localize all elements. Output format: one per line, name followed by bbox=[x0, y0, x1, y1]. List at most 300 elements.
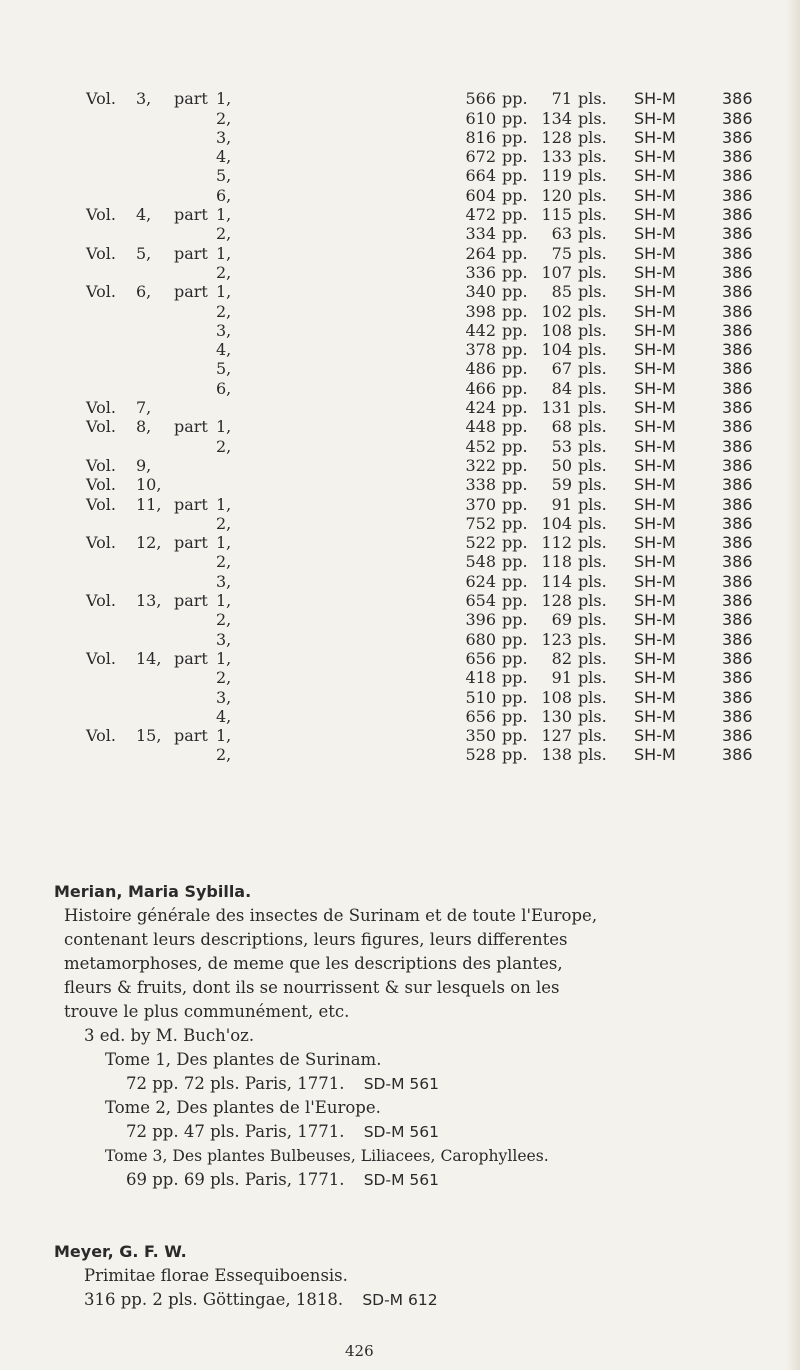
vol-number bbox=[136, 745, 174, 764]
shelf-location: SH-M bbox=[634, 745, 676, 765]
pages-abbrev: pp. bbox=[502, 301, 528, 321]
page-count: 336 bbox=[465, 262, 496, 282]
pages-abbrev: pp. bbox=[502, 610, 528, 630]
part-label bbox=[174, 707, 270, 726]
vol-label bbox=[86, 301, 136, 320]
vol-number bbox=[136, 301, 174, 320]
shelf-location: SH-M bbox=[634, 340, 676, 360]
vol-number bbox=[136, 378, 174, 397]
shelf-code: 386 bbox=[722, 185, 753, 205]
plate-count: 128 bbox=[541, 591, 572, 611]
part-number: 3, bbox=[216, 127, 232, 147]
plate-count: 91 bbox=[551, 494, 572, 514]
volume-row bbox=[86, 398, 753, 417]
shelf-code: 386 bbox=[722, 262, 753, 282]
plate-count: 69 bbox=[551, 610, 572, 630]
plate-count: 127 bbox=[541, 726, 572, 746]
vol-label bbox=[86, 707, 136, 726]
part-label bbox=[174, 301, 270, 320]
shelf-location: SH-M bbox=[634, 398, 676, 418]
tome-shelfmark: SD-M 561 bbox=[363, 1075, 439, 1093]
part-label bbox=[174, 552, 270, 571]
page-count: 522 bbox=[465, 533, 496, 553]
volume-row bbox=[86, 282, 753, 301]
volume-row bbox=[86, 552, 753, 571]
shelf-location: SH-M bbox=[634, 629, 676, 649]
volume-row bbox=[86, 745, 753, 764]
shelf-location: SH-M bbox=[634, 648, 676, 668]
vol-number: 9, bbox=[136, 455, 152, 475]
vol-label: Vol. bbox=[86, 475, 116, 495]
part-number: 5, bbox=[216, 359, 232, 379]
shelf-location: SH-M bbox=[634, 243, 676, 263]
part-word: part bbox=[174, 648, 208, 668]
vol-number: 5, bbox=[136, 243, 152, 263]
shelf-code: 386 bbox=[722, 417, 753, 437]
merian-entry bbox=[54, 880, 597, 1192]
pages-abbrev: pp. bbox=[502, 533, 528, 553]
vol-label: Vol. bbox=[86, 726, 116, 746]
volume-row bbox=[86, 185, 753, 204]
pages-abbrev: pp. bbox=[502, 745, 528, 765]
shelf-location: SH-M bbox=[634, 147, 676, 167]
volume-table bbox=[86, 89, 753, 764]
part-number: 2, bbox=[216, 552, 232, 572]
volume-row bbox=[86, 263, 753, 282]
part-number: 1, bbox=[216, 533, 232, 553]
page-count: 528 bbox=[465, 745, 496, 765]
plate-count: 63 bbox=[551, 224, 572, 244]
page-number: 426 bbox=[345, 1342, 374, 1360]
vol-label bbox=[86, 263, 136, 282]
vol-label bbox=[86, 224, 136, 243]
part-label bbox=[174, 359, 270, 378]
vol-label: Vol. bbox=[86, 591, 116, 611]
page-count: 610 bbox=[465, 108, 496, 128]
plate-count: 50 bbox=[551, 455, 572, 475]
meyer-entry bbox=[54, 1240, 438, 1312]
vol-label: Vol. bbox=[86, 205, 116, 225]
pages-abbrev: pp. bbox=[502, 706, 528, 726]
shelf-code: 386 bbox=[722, 571, 753, 591]
shelf-location: SH-M bbox=[634, 591, 676, 611]
pages-abbrev: pp. bbox=[502, 127, 528, 147]
shelf-location: SH-M bbox=[634, 108, 676, 128]
volume-row bbox=[86, 533, 753, 552]
meyer-details bbox=[54, 1288, 438, 1312]
part-label bbox=[174, 185, 270, 204]
plate-count: 104 bbox=[541, 340, 572, 360]
vol-label bbox=[86, 668, 136, 687]
volume-row bbox=[86, 128, 753, 147]
part-label bbox=[174, 494, 270, 513]
part-number: 3, bbox=[216, 629, 232, 649]
part-label bbox=[174, 378, 270, 397]
volume-row bbox=[86, 89, 753, 108]
shelf-location: SH-M bbox=[634, 455, 676, 475]
page-count: 566 bbox=[465, 89, 496, 109]
volume-row bbox=[86, 687, 753, 706]
shelf-location: SH-M bbox=[634, 706, 676, 726]
part-number: 2, bbox=[216, 262, 232, 282]
vol-number bbox=[136, 108, 174, 127]
part-number: 3, bbox=[216, 687, 232, 707]
vol-number: 13, bbox=[136, 591, 162, 611]
vol-number: 7, bbox=[136, 398, 152, 418]
shelf-location: SH-M bbox=[634, 378, 676, 398]
vol-number: 14, bbox=[136, 648, 162, 668]
vol-number: 6, bbox=[136, 282, 152, 302]
shelf-location: SH-M bbox=[634, 436, 676, 456]
vol-number: 12, bbox=[136, 533, 162, 553]
plates-abbrev: pls. bbox=[578, 417, 607, 437]
part-number: 4, bbox=[216, 706, 232, 726]
page-count: 680 bbox=[465, 629, 496, 649]
shelf-code: 386 bbox=[722, 320, 753, 340]
merian-author: Merian, Maria Sybilla. bbox=[54, 882, 252, 901]
shelf-location: SH-M bbox=[634, 359, 676, 379]
shelf-location: SH-M bbox=[634, 166, 676, 186]
page-count: 656 bbox=[465, 648, 496, 668]
pages-abbrev: pp. bbox=[502, 282, 528, 302]
page-count: 624 bbox=[465, 571, 496, 591]
pages-abbrev: pp. bbox=[502, 687, 528, 707]
page-count: 338 bbox=[465, 475, 496, 495]
part-number: 1, bbox=[216, 417, 232, 437]
pages-abbrev: pp. bbox=[502, 629, 528, 649]
plates-abbrev: pls. bbox=[578, 398, 607, 418]
vol-label bbox=[86, 340, 136, 359]
page-count: 472 bbox=[465, 205, 496, 225]
plates-abbrev: pls. bbox=[578, 166, 607, 186]
plates-abbrev: pls. bbox=[578, 571, 607, 591]
meyer-author: Meyer, G. F. W. bbox=[54, 1242, 187, 1261]
part-label bbox=[174, 533, 270, 552]
plate-count: 71 bbox=[551, 89, 572, 109]
vol-number bbox=[136, 668, 174, 687]
part-label bbox=[174, 282, 270, 301]
vol-label bbox=[86, 629, 136, 648]
page-edge-shadow bbox=[786, 0, 800, 1370]
vol-number bbox=[136, 707, 174, 726]
part-number: 2, bbox=[216, 745, 232, 765]
meyer-collation: 316 pp. 2 pls. Göttingae, 1818. bbox=[84, 1290, 344, 1309]
page-count: 442 bbox=[465, 320, 496, 340]
shelf-location: SH-M bbox=[634, 513, 676, 533]
plate-count: 134 bbox=[541, 108, 572, 128]
part-label bbox=[174, 726, 270, 745]
part-number: 1, bbox=[216, 205, 232, 225]
shelf-location: SH-M bbox=[634, 571, 676, 591]
vol-label bbox=[86, 359, 136, 378]
part-word: part bbox=[174, 591, 208, 611]
vol-label: Vol. bbox=[86, 398, 116, 418]
volume-row bbox=[86, 436, 753, 455]
plate-count: 128 bbox=[541, 127, 572, 147]
vol-label bbox=[86, 745, 136, 764]
plates-abbrev: pls. bbox=[578, 205, 607, 225]
plate-count: 118 bbox=[541, 552, 572, 572]
plates-abbrev: pls. bbox=[578, 224, 607, 244]
plates-abbrev: pls. bbox=[578, 436, 607, 456]
shelf-location: SH-M bbox=[634, 282, 676, 302]
plates-abbrev: pls. bbox=[578, 668, 607, 688]
part-label bbox=[174, 668, 270, 687]
pages-abbrev: pp. bbox=[502, 320, 528, 340]
plate-count: 130 bbox=[541, 706, 572, 726]
vol-label bbox=[86, 552, 136, 571]
pages-abbrev: pp. bbox=[502, 108, 528, 128]
vol-number bbox=[136, 224, 174, 243]
vol-label: Vol. bbox=[86, 89, 116, 109]
vol-label: Vol. bbox=[86, 417, 116, 437]
part-label bbox=[174, 514, 270, 533]
shelf-location: SH-M bbox=[634, 610, 676, 630]
pages-abbrev: pp. bbox=[502, 205, 528, 225]
part-number: 3, bbox=[216, 571, 232, 591]
plates-abbrev: pls. bbox=[578, 108, 607, 128]
shelf-code: 386 bbox=[722, 340, 753, 360]
volume-row bbox=[86, 378, 753, 397]
tome-details bbox=[54, 1072, 597, 1096]
page-count: 398 bbox=[465, 301, 496, 321]
vol-label: Vol. bbox=[86, 455, 116, 475]
volume-row bbox=[86, 514, 753, 533]
plates-abbrev: pls. bbox=[578, 494, 607, 514]
page-count: 654 bbox=[465, 591, 496, 611]
shelf-code: 386 bbox=[722, 475, 753, 495]
page-count: 548 bbox=[465, 552, 496, 572]
part-label bbox=[174, 475, 270, 494]
part-word: part bbox=[174, 726, 208, 746]
part-word: part bbox=[174, 243, 208, 263]
shelf-code: 386 bbox=[722, 494, 753, 514]
pages-abbrev: pp. bbox=[502, 726, 528, 746]
shelf-location: SH-M bbox=[634, 417, 676, 437]
part-word: part bbox=[174, 494, 208, 514]
pages-abbrev: pp. bbox=[502, 166, 528, 186]
part-number: 2, bbox=[216, 436, 232, 456]
vol-number bbox=[136, 629, 174, 648]
volume-row bbox=[86, 668, 753, 687]
shelf-location: SH-M bbox=[634, 262, 676, 282]
part-label bbox=[174, 436, 270, 455]
part-label bbox=[174, 629, 270, 648]
page-count: 466 bbox=[465, 378, 496, 398]
plate-count: 91 bbox=[551, 668, 572, 688]
page-count: 486 bbox=[465, 359, 496, 379]
meyer-title: Primitae florae Essequiboensis. bbox=[84, 1266, 348, 1285]
merian-title-line: contenant leurs descriptions, leurs figures, leurs differentes bbox=[64, 930, 568, 949]
part-label bbox=[174, 89, 270, 108]
plates-abbrev: pls. bbox=[578, 455, 607, 475]
shelf-code: 386 bbox=[722, 745, 753, 765]
plate-count: 138 bbox=[541, 745, 572, 765]
part-number: 2, bbox=[216, 224, 232, 244]
page-count: 378 bbox=[465, 340, 496, 360]
vol-label: Vol. bbox=[86, 494, 116, 514]
shelf-code: 386 bbox=[722, 610, 753, 630]
part-number: 2, bbox=[216, 513, 232, 533]
part-number: 2, bbox=[216, 668, 232, 688]
page-count: 340 bbox=[465, 282, 496, 302]
merian-title-line: trouve le plus communément, etc. bbox=[64, 1002, 350, 1021]
vol-number bbox=[136, 359, 174, 378]
shelf-location: SH-M bbox=[634, 320, 676, 340]
shelf-location: SH-M bbox=[634, 552, 676, 572]
pages-abbrev: pp. bbox=[502, 552, 528, 572]
shelf-location: SH-M bbox=[634, 301, 676, 321]
vol-number bbox=[136, 147, 174, 166]
plates-abbrev: pls. bbox=[578, 648, 607, 668]
vol-number bbox=[136, 340, 174, 359]
plate-count: 102 bbox=[541, 301, 572, 321]
shelf-location: SH-M bbox=[634, 668, 676, 688]
vol-number: 4, bbox=[136, 205, 152, 225]
plate-count: 68 bbox=[551, 417, 572, 437]
vol-number bbox=[136, 185, 174, 204]
page-count: 418 bbox=[465, 668, 496, 688]
part-number: 1, bbox=[216, 89, 232, 109]
part-label bbox=[174, 687, 270, 706]
shelf-location: SH-M bbox=[634, 475, 676, 495]
page-count: 752 bbox=[465, 513, 496, 533]
shelf-code: 386 bbox=[722, 224, 753, 244]
part-word: part bbox=[174, 533, 208, 553]
vol-label bbox=[86, 436, 136, 455]
tome-details bbox=[54, 1168, 597, 1192]
shelf-location: SH-M bbox=[634, 726, 676, 746]
vol-label bbox=[86, 321, 136, 340]
part-number: 1, bbox=[216, 726, 232, 746]
vol-label: Vol. bbox=[86, 648, 116, 668]
page-count: 664 bbox=[465, 166, 496, 186]
plate-count: 59 bbox=[551, 475, 572, 495]
shelf-code: 386 bbox=[722, 455, 753, 475]
plates-abbrev: pls. bbox=[578, 475, 607, 495]
plate-count: 75 bbox=[551, 243, 572, 263]
shelf-code: 386 bbox=[722, 359, 753, 379]
page-count: 350 bbox=[465, 726, 496, 746]
part-label bbox=[174, 745, 270, 764]
volume-row bbox=[86, 629, 753, 648]
volume-row bbox=[86, 456, 753, 475]
shelf-code: 386 bbox=[722, 127, 753, 147]
part-label bbox=[174, 591, 270, 610]
volume-row bbox=[86, 108, 753, 127]
tome-collation: 69 pp. 69 pls. Paris, 1771. bbox=[126, 1170, 345, 1189]
page-count: 334 bbox=[465, 224, 496, 244]
merian-title-line: Histoire générale des insectes de Surinam et de toute l'Europe, bbox=[64, 906, 598, 925]
vol-label: Vol. bbox=[86, 533, 116, 553]
shelf-code: 386 bbox=[722, 687, 753, 707]
part-number: 2, bbox=[216, 301, 232, 321]
part-number: 4, bbox=[216, 147, 232, 167]
vol-number bbox=[136, 263, 174, 282]
plates-abbrev: pls. bbox=[578, 185, 607, 205]
volume-row bbox=[86, 726, 753, 745]
merian-title-line: metamorphoses, de meme que les descriptions des plantes, bbox=[64, 954, 563, 973]
plate-count: 104 bbox=[541, 513, 572, 533]
tome-title: Tome 1, Des plantes de Surinam. bbox=[105, 1050, 382, 1069]
vol-label bbox=[86, 128, 136, 147]
volume-row bbox=[86, 571, 753, 590]
part-label bbox=[174, 571, 270, 590]
vol-number: 3, bbox=[136, 89, 152, 109]
shelf-code: 386 bbox=[722, 533, 753, 553]
pages-abbrev: pp. bbox=[502, 668, 528, 688]
shelf-code: 386 bbox=[722, 398, 753, 418]
tome-shelfmark: SD-M 561 bbox=[363, 1171, 439, 1189]
part-label bbox=[174, 224, 270, 243]
plates-abbrev: pls. bbox=[578, 378, 607, 398]
shelf-code: 386 bbox=[722, 436, 753, 456]
shelf-code: 386 bbox=[722, 108, 753, 128]
plate-count: 115 bbox=[541, 205, 572, 225]
plates-abbrev: pls. bbox=[578, 320, 607, 340]
tome-collation: 72 pp. 47 pls. Paris, 1771. bbox=[126, 1122, 345, 1141]
pages-abbrev: pp. bbox=[502, 359, 528, 379]
plates-abbrev: pls. bbox=[578, 591, 607, 611]
part-label bbox=[174, 263, 270, 282]
plates-abbrev: pls. bbox=[578, 687, 607, 707]
part-word: part bbox=[174, 205, 208, 225]
vol-number bbox=[136, 436, 174, 455]
page-count: 816 bbox=[465, 127, 496, 147]
part-label bbox=[174, 340, 270, 359]
plates-abbrev: pls. bbox=[578, 243, 607, 263]
vol-number bbox=[136, 166, 174, 185]
pages-abbrev: pp. bbox=[502, 571, 528, 591]
part-label bbox=[174, 398, 270, 417]
volume-row bbox=[86, 707, 753, 726]
part-label bbox=[174, 205, 270, 224]
shelf-location: SH-M bbox=[634, 127, 676, 147]
pages-abbrev: pp. bbox=[502, 185, 528, 205]
plate-count: 82 bbox=[551, 648, 572, 668]
part-label bbox=[174, 166, 270, 185]
shelf-code: 386 bbox=[722, 378, 753, 398]
vol-number bbox=[136, 552, 174, 571]
plate-count: 123 bbox=[541, 629, 572, 649]
part-number: 5, bbox=[216, 166, 232, 186]
vol-label bbox=[86, 108, 136, 127]
page-count: 370 bbox=[465, 494, 496, 514]
shelf-location: SH-M bbox=[634, 89, 676, 109]
shelf-location: SH-M bbox=[634, 533, 676, 553]
part-number: 4, bbox=[216, 340, 232, 360]
page-count: 510 bbox=[465, 687, 496, 707]
page-count: 396 bbox=[465, 610, 496, 630]
part-label bbox=[174, 243, 270, 262]
volume-row bbox=[86, 340, 753, 359]
vol-label: Vol. bbox=[86, 282, 116, 302]
shelf-code: 386 bbox=[722, 205, 753, 225]
shelf-code: 386 bbox=[722, 706, 753, 726]
merian-title-line: fleurs & fruits, dont ils se nourrissent & sur lesquels on les bbox=[64, 978, 560, 997]
page-count: 264 bbox=[465, 243, 496, 263]
shelf-code: 386 bbox=[722, 166, 753, 186]
plates-abbrev: pls. bbox=[578, 726, 607, 746]
part-number: 1, bbox=[216, 648, 232, 668]
part-number: 1, bbox=[216, 591, 232, 611]
part-label bbox=[174, 128, 270, 147]
shelf-code: 386 bbox=[722, 552, 753, 572]
pages-abbrev: pp. bbox=[502, 340, 528, 360]
shelf-location: SH-M bbox=[634, 205, 676, 225]
shelf-code: 386 bbox=[722, 591, 753, 611]
shelf-code: 386 bbox=[722, 147, 753, 167]
